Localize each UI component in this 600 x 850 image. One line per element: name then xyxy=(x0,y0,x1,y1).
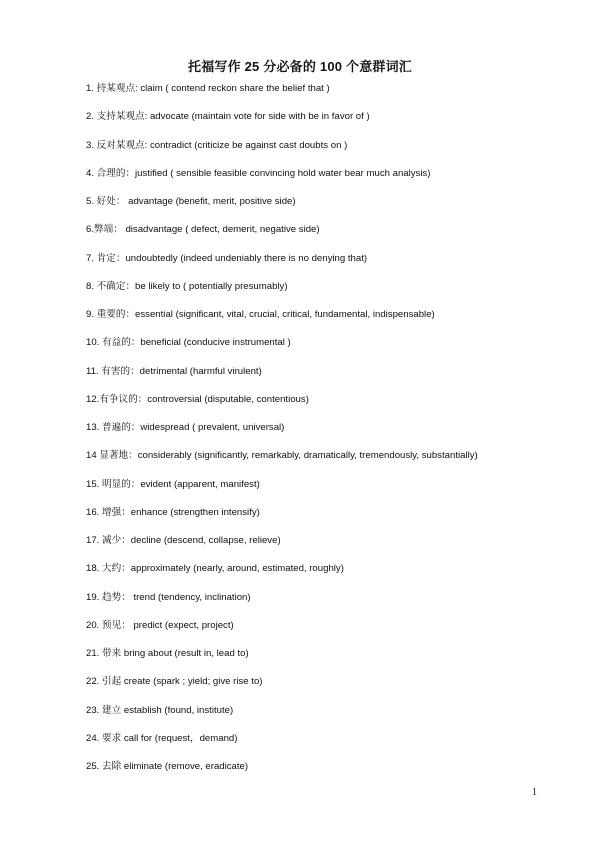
list-item: 16. 增强：enhance (strengthen intensify) xyxy=(86,506,260,518)
list-item: 24. 要求 call for (request，demand) xyxy=(86,732,238,744)
list-item: 19. 趋势： trend (tendency, inclination) xyxy=(86,591,251,603)
list-item: 25. 去除 eliminate (remove, eradicate) xyxy=(86,761,249,772)
list-item: 8. 不确定：be likely to ( potentially presumably) xyxy=(86,280,288,292)
list-item: 15. 明显的：evident (apparent, manifest) xyxy=(86,478,260,490)
list-item: 1. 持某观点: claim ( contend reckon share the belief that ) xyxy=(86,83,330,94)
list-item: 14 显著地：considerably (significantly, remarkably, dramatically, tremendously, substantially) xyxy=(86,450,478,462)
list-item: 3. 反对某观点: contradict (criticize be against cast doubts on ) xyxy=(86,139,348,151)
list-item: 18. 大约：approximately (nearly, around, estimated, roughly) xyxy=(86,563,344,575)
list-item: 20. 预见： predict (expect, project) xyxy=(86,619,234,631)
list-item: 10. 有益的：beneficial (conducive instrumental ) xyxy=(86,337,291,349)
page-number: 1 xyxy=(532,787,537,798)
list-item: 6.弊端： disadvantage ( defect, demerit, negative side) xyxy=(86,224,320,236)
list-item: 13. 普遍的：widespread ( prevalent, universal) xyxy=(86,422,285,433)
list-item: 17. 减少：decline (descend, collapse, relieve) xyxy=(86,535,281,546)
list-item: 4. 合理的：justified ( sensible feasible convincing hold water bear much analysis) xyxy=(86,167,431,179)
list-item: 22. 引起 create (spark ; yield; give rise to) xyxy=(86,676,263,688)
list-item: 5. 好处： advantage (benefit, merit, positive side) xyxy=(86,196,296,207)
list-item: 11. 有害的：detrimental (harmful virulent) xyxy=(86,365,262,377)
list-item: 2. 支持某观点: advocate (maintain vote for side with be in favor of ) xyxy=(86,111,370,123)
list-item: 23. 建立 establish (found, institute) xyxy=(86,704,234,716)
list-item: 12.有争议的：controversial (disputable, contentious) xyxy=(86,393,309,405)
page-title: 托福写作 25 分必备的 100 个意群词汇 xyxy=(188,59,412,74)
list-item: 7. 肯定：undoubtedly (indeed undeniably there is no denying that) xyxy=(86,252,368,264)
list-item: 9. 重要的：essential (significant, vital, crucial, critical, fundamental, indispensable) xyxy=(86,309,435,320)
list-item: 21. 带来 bring about (result in, lead to) xyxy=(86,648,249,659)
vocabulary-list xyxy=(86,82,586,788)
